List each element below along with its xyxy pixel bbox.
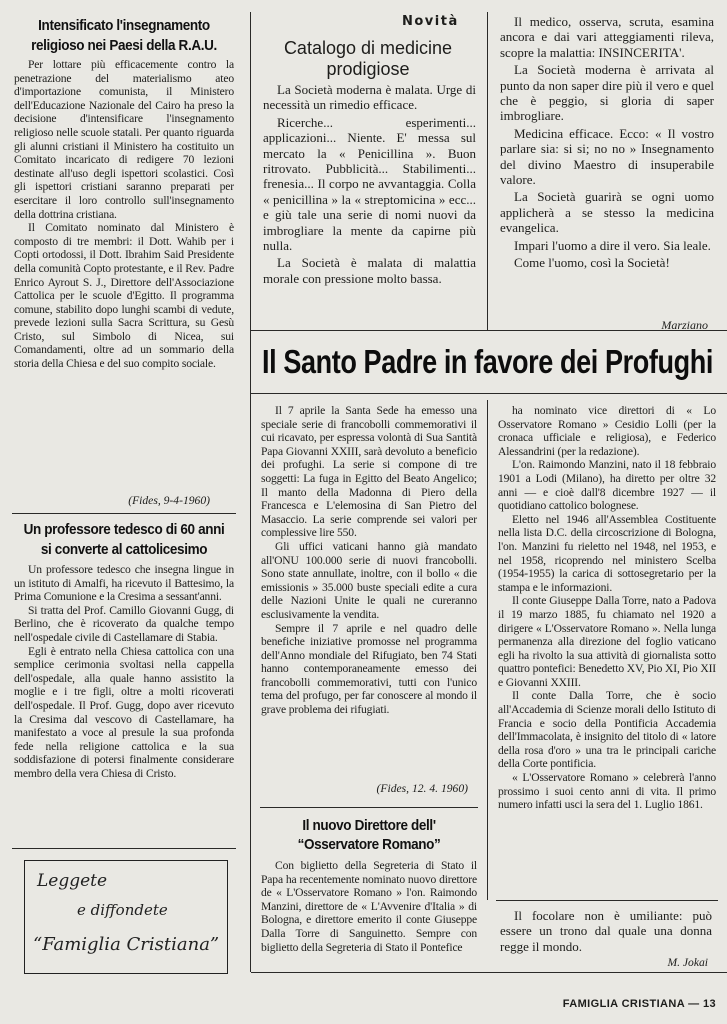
paragraph: L'on. Raimondo Manzini, nato il 18 febbraio 1901 a Lodi (Milano), ha diretto per oltre 32 anni — e cioè dall'8 dicembre 1927 — il quotidiano cattolico bolognese.: [498, 458, 716, 513]
paragraph: ha nominato vice direttori di « Lo Osservatore Romano » Cesidio Lolli (per la cronaca ufficiale e religiosa), e Federico Alessandrini (per la redazione).: [498, 404, 716, 458]
paragraph: La Società è malata di malattia morale con pressione molto bassa.: [263, 255, 476, 286]
paragraph: Il medico, osserva, scruta, esamina ancora e dai vari atteggiamenti rileva, scopre la malattia: INSINCERITA'.: [500, 14, 714, 60]
article-title-rau: Intensificato l'insegnamento religioso nei Paesi della R.A.U.: [31, 17, 217, 54]
article-title-direttore: Il nuovo Direttore dell' “Osservatore Romano”: [297, 817, 441, 853]
paragraph: Si tratta del Prof. Camillo Giovanni Gugg, di Berlino, che è ricoverato da qualche tempo nell'ospedale civile di Castellamare di Stabia.: [14, 603, 234, 644]
paragraph: Sempre il 7 aprile e nel quadro delle benefiche iniziative promosse nel programma dell'Anno mondiale del Rifugiato, ben 74 Stati hanno contemporaneamente emesso dei francobolli commemorativi, tutti con l'unico tema del profugo, per far conoscere al mondo il grave problema dei rifugiati.: [261, 621, 477, 717]
paragraph: La Società moderna è arrivata al punto da non saper dire più il vero e quel che è peggio, si gloria di saper imbrogliare.: [500, 62, 714, 124]
footer-rule: [251, 972, 727, 973]
paragraph: La Società moderna è malata. Urge di necessità un rimedio efficace.: [263, 82, 476, 113]
paragraph: Con biglietto della Segreteria di Stato il Papa ha recentemente nominato nuovo direttore de « L'Osservatore Romano » l'on. Raimondo Manzini, direttore de « L'Avvenire d'Italia » di Bologna, e direttore emerito il conte Giuseppe Dalla Torre di Sanguinetto. Sempre con biglietto della Segreteria di Stato il Pontefice: [261, 859, 477, 954]
article-body-santo-padre: [261, 404, 477, 717]
promo-line-3: “Famiglia Cristiana”: [33, 934, 220, 955]
article-body-professore: [14, 563, 234, 781]
paragraph: Eletto nel 1946 all'Assemblea Costituente nella lista D.C. della circoscrizione di Bologna, l'on. Manzini fu rieletto nel 1948, nel 1953, e nel 1958, ricoprendo nel ministero Scelba (1954-1955) la carica di sottosegretario per la stampa e le informazioni.: [498, 512, 716, 594]
article-body-direttore-cont: [498, 404, 716, 812]
promo-line-2: e diffondete: [77, 901, 168, 919]
article-rule-col1: [12, 513, 236, 514]
paragraph: Il focolare non è umiliante: può essere un trono dal quale una donna regge il mondo.: [500, 908, 712, 954]
paragraph: Un professore tedesco che insegna lingue in un istituto di Amalfi, ha ricevuto il Battesimo, la Prima Comunione e la Cresima a sessant'anni.: [14, 563, 234, 604]
article-title-professore: Un professore tedesco di 60 anni si converte al cattolicesimo: [23, 521, 225, 558]
source-citation: (Fides, 12. 4. 1960): [376, 782, 468, 795]
column-rule-right-bottom: [487, 400, 488, 900]
quote-signature: M. Jokai: [667, 956, 708, 969]
article-body-catalogo-cont: [500, 14, 714, 273]
paragraph: Come l'uomo, così la Società!: [514, 255, 670, 271]
paragraph: Il Comitato nominato dal Ministero è composto di tre membri: il Dott. Wahib per i Copti ortodossi, il Dott. Ibrahim Said Presidente della comunità Copto protestante, e il Rev. Padre Enrico Ayrout S. J., Direttore dell'Associazione Cattolica per le scuole d'Egitto. Il programma comune, stabilito dopo lunghi scambi di vedute, prevede lezioni sulla Sacra Scrittura, su Gesù Cristo, sul Simbolo di Nicea, sui Comandamenti, oltre ad un sommario della storia della Chiesa e del suo compito sociale.: [14, 221, 234, 371]
article-body-rau: [14, 58, 234, 371]
article-title-catalogo: Catalogo di medicine prodigiose: [283, 38, 453, 79]
paragraph: Gli uffici vaticani hanno già mandato all'ONU 100.000 serie di nuovi francobolli. Sono state annullate, inoltre, con il bollo « die emissionis » 35.000 buste speciali edite a cura delle Nazioni Unite le quali ne cureranno esclusivamente la vendita.: [261, 539, 477, 621]
article-body-direttore: [261, 859, 477, 954]
paragraph: Il 7 aprile la Santa Sede ha emesso una speciale serie di francobolli commemorativi il cui ricavato, per espressa volontà di Sua Santità Papa Giovanni XXIII, sarà devoluto a beneficio dei profughi. La serie si compone di tre soggetti: La fuga in Egitto del Beato Angelico; Il manto della Madonna di Piero della Francesca e L'elemosina di San Pietro del Masaccio. La serie comprende sei valori per complessive lire 550.: [261, 404, 477, 540]
paragraph: Per lottare più efficacemente contro la penetrazione del materialismo ateo d'importazione comunista, il Ministero dell'Educazione Nazionale del Cairo ha preso la decisione d'intensificare l'insegnamento religioso nelle scuole statali. Per quanto riguarda gli alunni cristiani il Ministero ha costituito un Comitato incaricato di redigere 70 lezioni destinate all'uso degli ispettori scolastici. Così gli ispettori cristiani saranno preparati per esercitare il loro controllo sull'insegnamento della dottrina cristiana.: [14, 58, 234, 221]
paragraph: La Società guarirà se ogni uomo applicherà a se stesso la medicina evangelica.: [500, 189, 714, 236]
paragraph: Il conte Giuseppe Dalla Torre, nato a Padova il 19 marzo 1885, fu chiamato nel 1920 a dirigere « L'Osservatore Romano ». Nella lunga permanenza alla direzione del foglio vaticano egli ha rivolto la sua attività di giornalista sotto quattro pontefici: Benedetto XV, Pio XI, Pio XII e Giovanni XXIII.: [498, 594, 716, 689]
article-rule-mid: [260, 807, 478, 808]
paragraph: « L'Osservatore Romano » celebrerà l'anno prossimo i suoi cento anni di vita. Il primo numero infatti usci la sera del 1. Luglio 1861.: [498, 771, 716, 812]
column-rule-left: [250, 12, 251, 972]
paragraph: Ricerche... esperimenti... applicazioni... Niente. E' messa sul mercato la « Penicillina ». Buon ritrovato. Pubblicità... Stabilimenti... frenesia... Il corpo ne avvantaggia. Colla « penicillina » la « streptomicina » ecc... e giù tale una serie di nomi nuovi da imbrogliare la mente da capirne più nulla.: [263, 114, 476, 254]
quote-focolare: [500, 908, 712, 956]
page-footer: FAMIGLIA CRISTIANA — 13: [562, 998, 716, 1010]
paragraph: Impari l'uomo a dire il vero. Sia leale.: [514, 237, 711, 253]
source-citation: (Fides, 9-4-1960): [128, 494, 210, 507]
article-rule-right: [496, 900, 718, 901]
section-label-novita: Novità: [402, 14, 459, 29]
paragraph: Medicina efficace. Ecco: « Il vostro parlare sia: si si; no no » Insegnamento del divino Maestro di insuperabile valore.: [500, 125, 714, 188]
article-body-catalogo: [263, 82, 476, 288]
banner-rule-bottom: [251, 393, 727, 394]
paragraph: Il conte Dalla Torre, che è socio all'Accademia di Scienze morali dello Istituto di Francia e socio della Pontificia Accademia dell'Immacolata, è insignito del titolo di « latore della rosa d'oro » una tra le principali cariche della Corte pontificia.: [498, 689, 716, 771]
promo-box: [24, 860, 228, 974]
column-rule-right-top: [487, 12, 488, 330]
paragraph: Egli è entrato nella Chiesa cattolica con una semplice cerimonia svoltasi nella cappella dell'ospedale, alla quale hanno assistito la moglie e i tre figli, oltre a molti ricoverati dell'ospedale. Il Prof. Gugg, dopo aver ricevuto la Cresima dal vescovo di Castellamare, ha manifestato a voce al presule la sua profonda fede nella religione cattolica e la sua soddisfazione di potersi finalmente considerare membro della vera Chiesa di Cristo.: [14, 644, 234, 780]
promo-line-1: Leggete: [37, 871, 108, 891]
article-rule-col1b: [12, 848, 236, 849]
headline-banner: Il Santo Padre in favore dei Profughi: [262, 343, 713, 380]
signature-marziano: Marziano: [661, 318, 708, 332]
